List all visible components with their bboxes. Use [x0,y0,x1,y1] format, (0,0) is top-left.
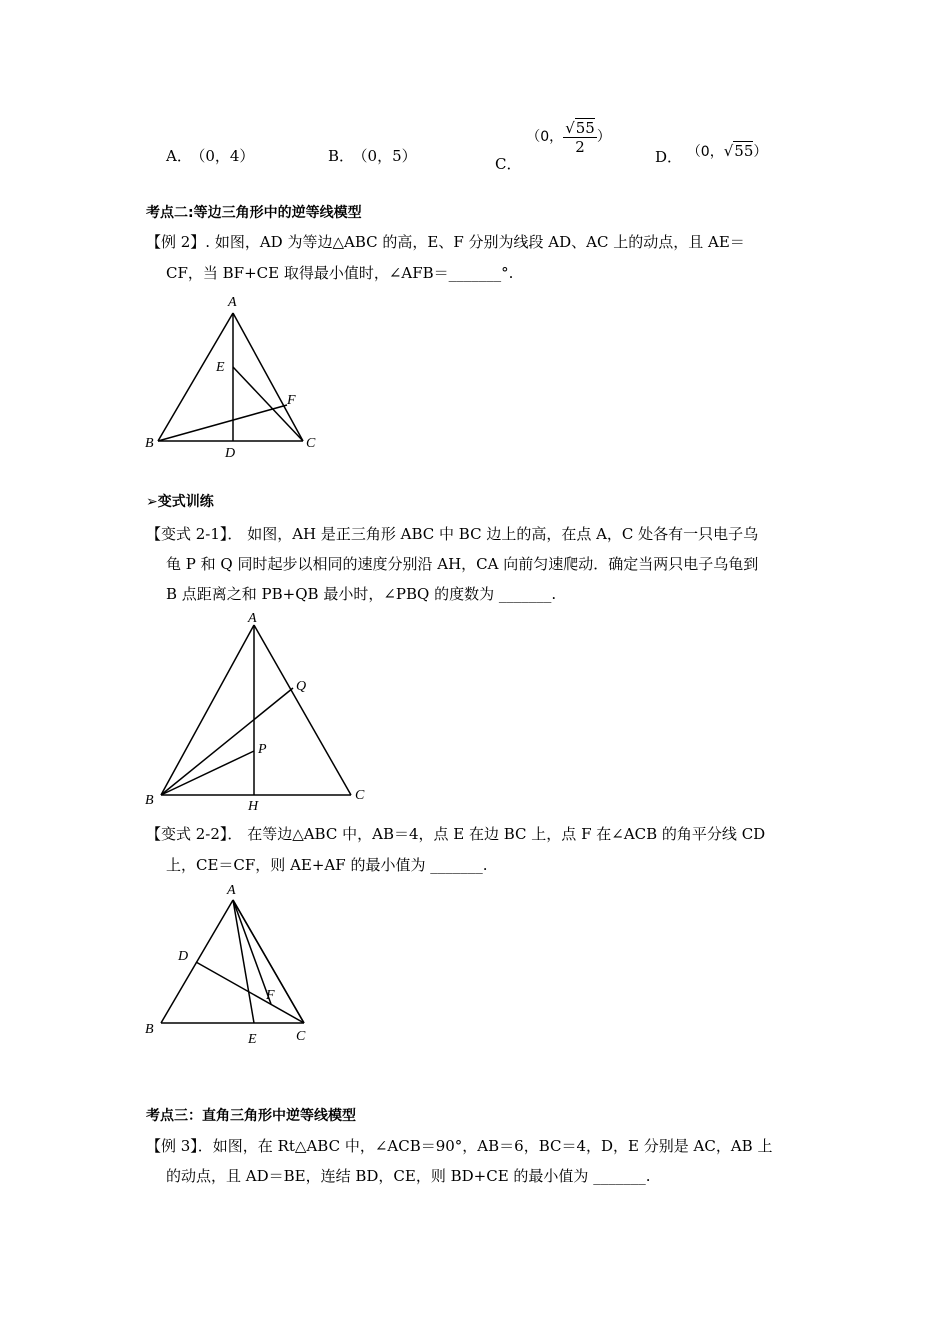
label-c: C [306,436,316,451]
edge-ab [161,900,233,1023]
example3-line1: 【例 3】．如图，在 Rt△ABC 中，∠ACB＝90°，AB＝6，BC＝4，D，E 分别是 AC，AB 上 [146,1137,773,1155]
option-d-open: （0， [686,144,724,160]
edge-ac [233,313,303,441]
option-c-numerator: 55 [575,119,595,137]
label-d: D [225,446,236,461]
variants-heading: ➢变式训练 [146,494,214,510]
variant22-line1: 【变式 2-2】． 在等边△ABC 中，AB＝4，点 E 在边 BC 上，点 F 在∠ACB 的角平分线 CD [146,825,766,843]
option-c-label: C． [495,155,522,173]
option-a-label: A． [166,147,192,165]
option-d-close: ） [753,144,768,160]
option-b [328,145,417,166]
label-b: B [145,1022,154,1037]
option-d-radical: √ [723,142,734,160]
figure-example2 [140,290,330,465]
label-p: P [258,742,267,757]
option-a-text: （0，4） [197,147,255,165]
bisector-cd [196,962,304,1023]
figure-variant21 [138,608,378,813]
option-c [495,118,611,173]
option-c-open: （0， [526,129,564,145]
option-d-label: D． [655,148,683,166]
label-a: A [248,611,257,626]
segment-bf [158,405,287,441]
option-c-close: ） [596,129,611,145]
label-c: C [296,1029,306,1044]
section3-heading: 考点三：直角三角形中逆等线模型 [146,1108,356,1124]
option-c-fraction [563,118,597,156]
segment-bq [161,688,293,795]
label-f: F [287,393,296,408]
option-d-radicand: 55 [734,142,754,160]
label-b: B [145,793,154,808]
option-d [655,140,768,166]
variant21-line2: 龟 P 和 Q 同时起步以相同的速度分别沿 AH，CA 向前匀速爬动．确定当两只电子乌龟到 [166,555,759,573]
label-e: E [216,360,225,375]
option-b-text: （0，5） [360,147,417,165]
variant21-line1: 【变式 2-1】． 如图，AH 是正三角形 ABC 中 BC 边上的高，在点 A，C 处各有一只电子乌 [146,525,759,543]
option-a [166,145,254,166]
option-b-label: B． [328,147,355,165]
label-d: D [178,949,189,964]
label-a: A [228,295,237,310]
label-c: C [355,788,365,803]
example3-line2: 的动点，且 AD＝BE，连结 BD，CE，则 BD+CE 的最小值为 _______. [166,1167,651,1185]
edge-ac [254,625,351,795]
label-a: A [227,883,236,898]
label-b: B [145,436,154,451]
label-h: H [248,799,259,813]
label-e: E [248,1032,257,1047]
edge-ab [161,625,254,795]
figure-variant22 [138,878,328,1050]
label-q: Q [296,679,307,694]
option-c-denominator: 2 [575,138,585,156]
label-f: F [266,988,275,1003]
variant21-line3: B 点距离之和 PB+QB 最小时，∠PBQ 的度数为 _______. [166,585,557,603]
edge-ab [158,313,233,441]
variant22-line2: 上，CE＝CF，则 AE+AF 的最小值为 _______. [166,856,488,874]
option-c-radical: √ [565,119,575,137]
example2-line1: 【例 2】. 如图，AD 为等边△ABC 的高，E、F 分别为线段 AD、AC 上的动点，且 AE＝ [146,233,745,251]
section2-heading: 考点二:等边三角形中的逆等线模型 [146,205,362,221]
example2-line2: CF，当 BF+CE 取得最小值时，∠AFB＝_______°. [166,264,514,282]
